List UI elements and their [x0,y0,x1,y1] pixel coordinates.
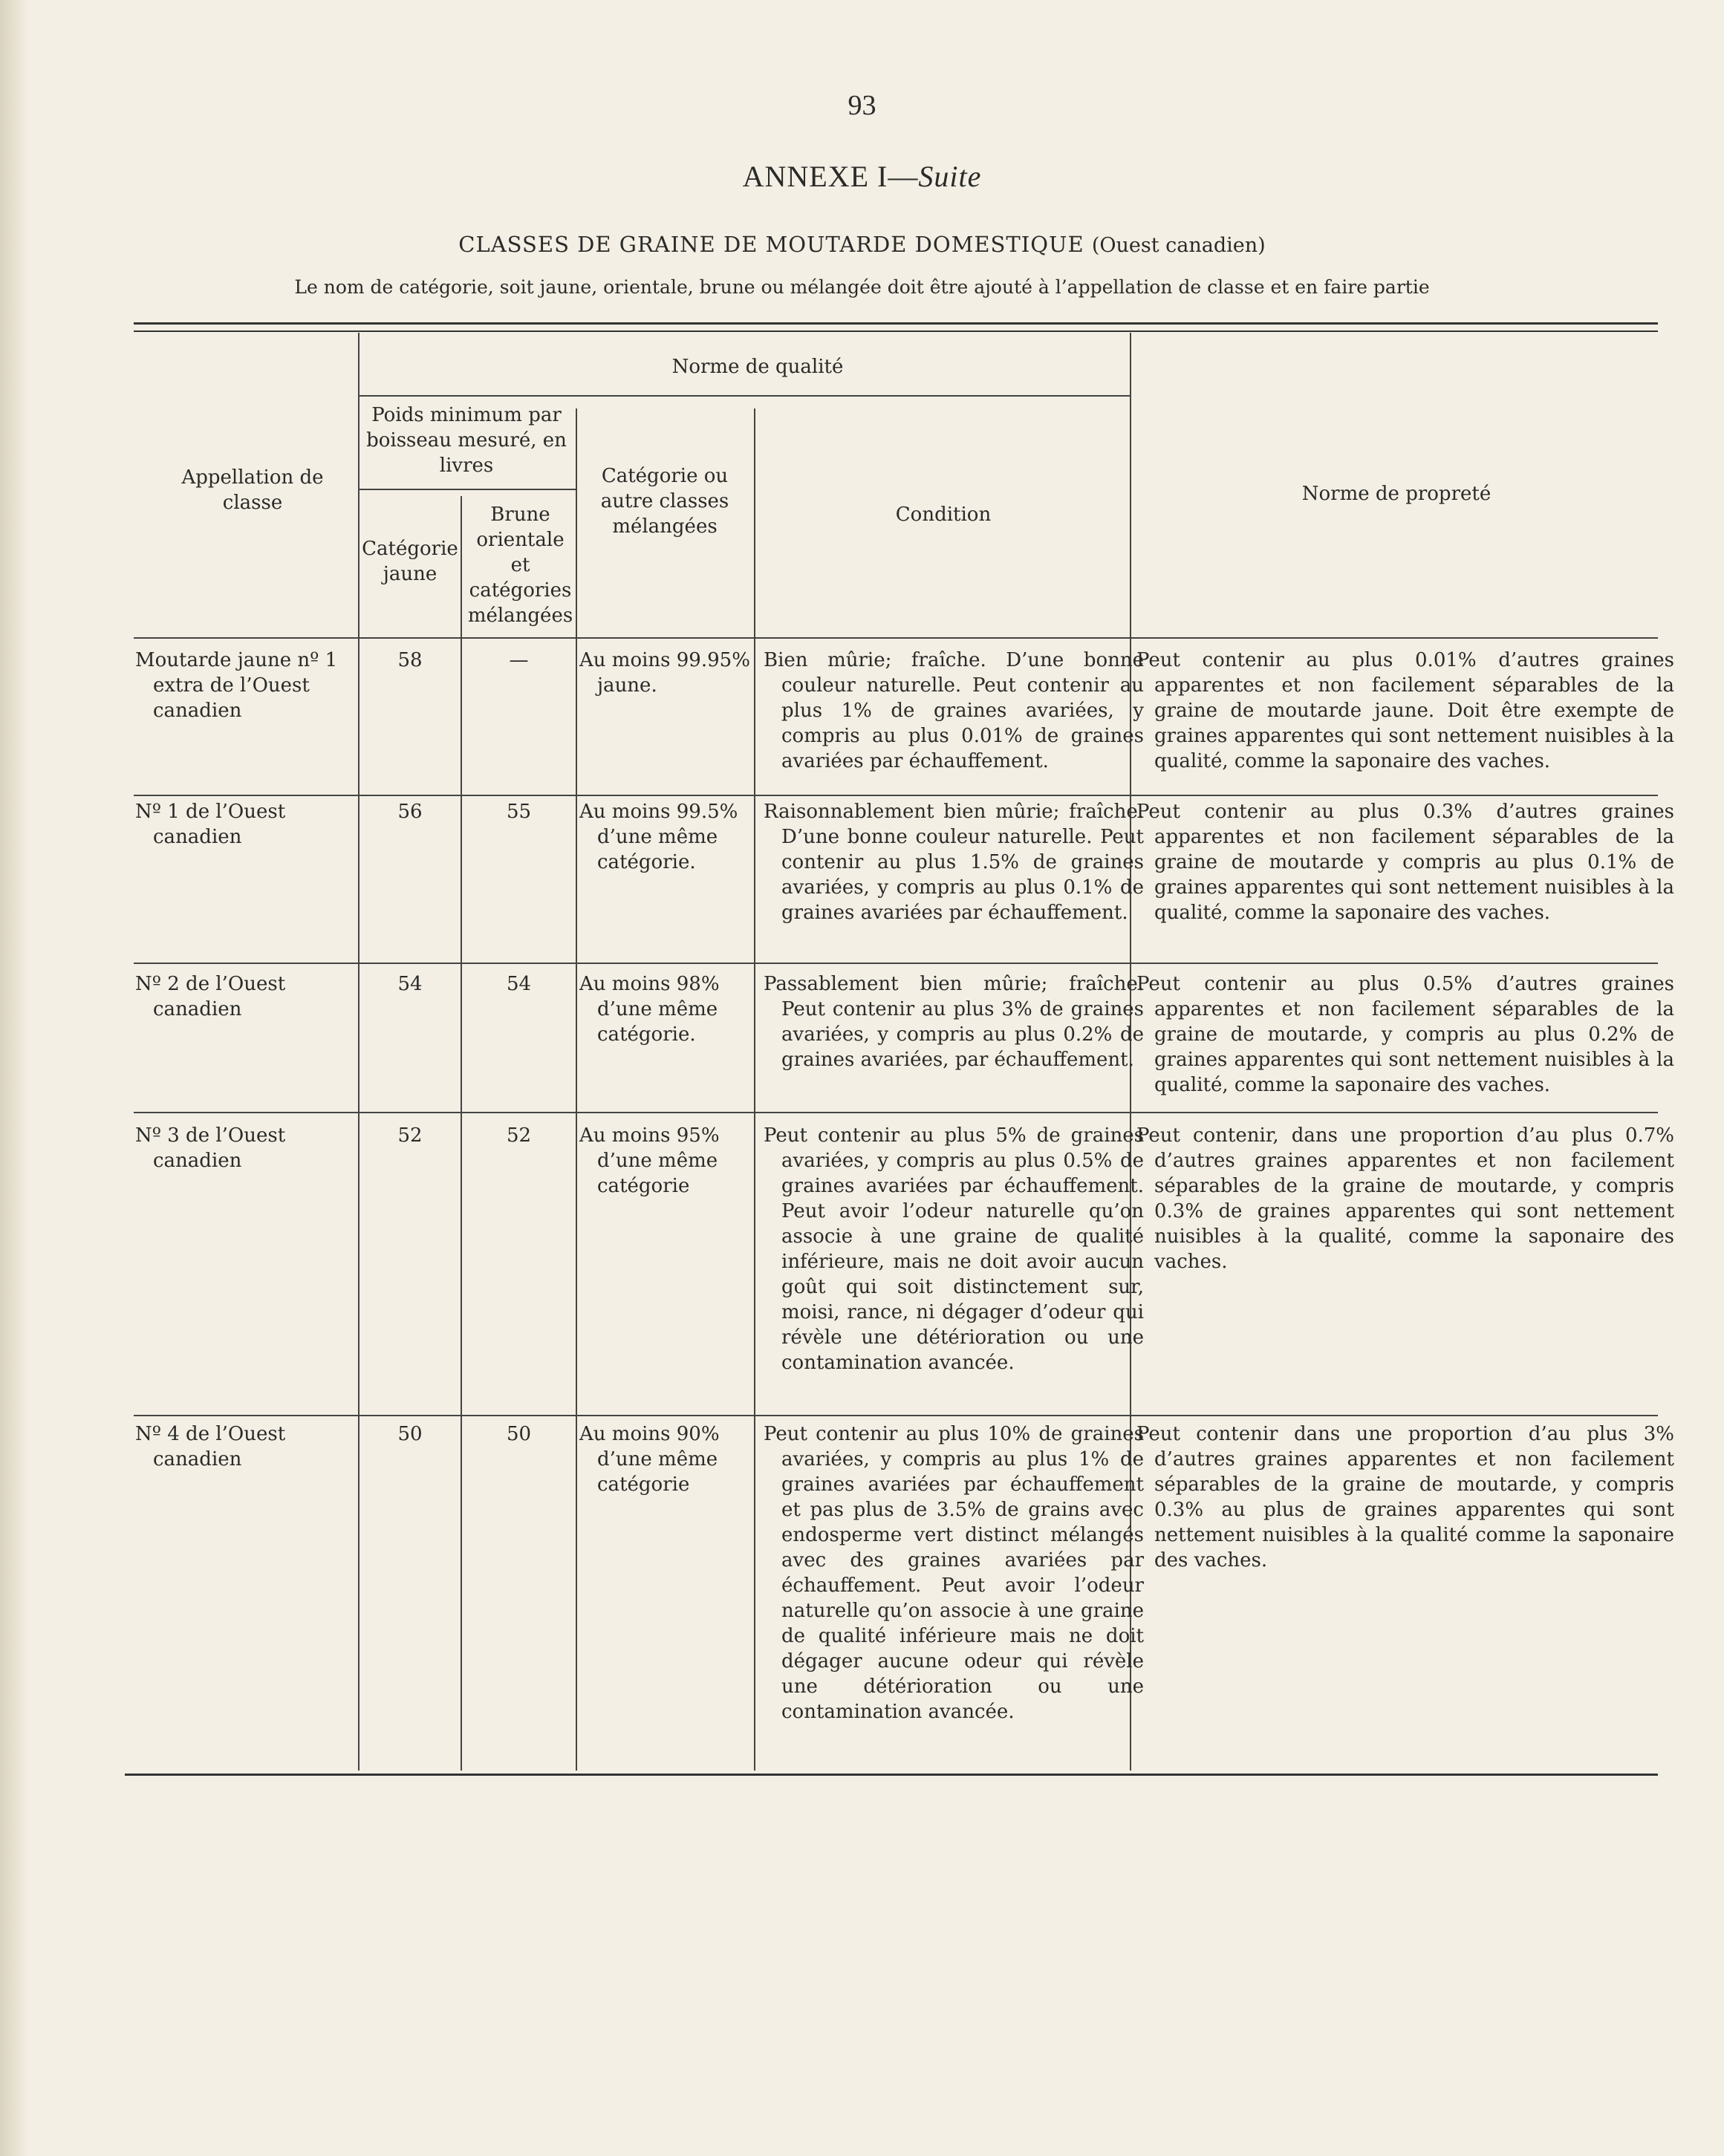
header-rule-poids [358,489,576,490]
row-4-jaune: 52 [397,1124,423,1147]
header-condition: Condition [895,504,992,526]
row-1-brune: — [509,649,529,671]
col-divider-3 [576,408,577,1771]
table-subtitle: Le nom de catégorie, soit jaune, orientale, brune ou mélangée doit être ajouté à l’appellation de classe et en faire partie [294,276,1430,298]
row-2-jaune: 56 [397,801,423,823]
row-5-categorie: Au moins 90% d’une même catégorie [579,1423,720,1496]
classes-title-main: CLASSES DE GRAINE DE MOUTARDE DOMESTIQUE [458,232,1084,257]
row-1-condition: Bien mûrie; fraîche. D’une bonne couleur naturelle. Peut contenir au plus 1% de graines avariées, y compris au plus 0.01% de graines avariées par échauffement. [764,649,1144,772]
table-bottom-rule [125,1774,1658,1776]
row-3-brune: 54 [506,973,532,995]
row-separator-4 [134,1415,1658,1416]
row-5-condition: Peut contenir au plus 10% de graines avariées, y compris au plus 1% de graines avariées par échauffement et pas plus de 3.5% de grains avec endosperme vert distinct mélangés avec des graines avariées par échauffement. Peut avoir l’odeur naturelle qu’on associe à une graine de qualité inférieure mais ne doit dégager aucune odeur qui révèle une détérioration ou une contamination avancée. [764,1423,1144,1723]
page-number: 93 [848,90,876,121]
row-separator-1 [134,795,1658,796]
row-3-condition: Passablement bien mûrie; fraîche. Peut contenir au plus 3% de graines avariées, y compris au plus 0.2% de graines avariées, par échauffement. [764,973,1144,1071]
row-1-proprete: Peut contenir au plus 0.01% d’autres graines apparentes et non facilement séparables de la graine de moutarde jaune. Doit être exempte de graines apparentes qui sont nettement nuisibles à la qualité, comme la saponaire des vaches. [1136,649,1674,772]
header-appellation: Appellation de classe [181,466,324,514]
row-1-appellation: Moutarde jaune nº 1 extra de l’Ouest canadien [135,649,338,722]
header-categorie-jaune: Catégorie jaune [362,538,458,585]
header-brune: Brune orientale et catégories mélangées [467,504,573,627]
header-bottom-rule [134,637,1658,639]
row-4-categorie: Au moins 95% d’une même catégorie [579,1124,720,1197]
row-separator-3 [134,1112,1658,1113]
row-3-appellation: Nº 2 de l’Ouest canadien [135,973,286,1020]
row-4-appellation: Nº 3 de l’Ouest canadien [135,1124,286,1172]
row-4-condition: Peut contenir au plus 5% de graines avariées, y compris au plus 0.5% de graines avariées par échauffement. Peut avoir l’odeur naturelle qu’on associe à une graine de qualité inférieure, mais ne doit avoir aucun goût qui soit distinctement sur, moisi, rance, ni dégager d’odeur qui révèle une détérioration ou une contamination avancée. [764,1124,1144,1374]
annex-title-main: ANNEXE I— [742,160,919,193]
annex-title-suite: Suite [918,160,982,193]
row-5-appellation: Nº 4 de l’Ouest canadien [135,1423,286,1471]
table-top-rule-inner [134,330,1658,332]
row-4-proprete: Peut contenir, dans une proportion d’au plus 0.7% d’autres graines apparentes et non facilement séparables de la graine de moutarde, y compris 0.3% de graines apparentes qui sont nettement nuisibles à la qualité, comme la saponaire des vaches. [1136,1124,1674,1273]
header-proprete: Norme de propreté [1301,483,1492,505]
row-3-proprete: Peut contenir au plus 0.5% d’autres graines apparentes et non facilement séparables de la graine de moutarde, y compris au plus 0.2% de graines apparentes qui sont nettement nuisibles à la qualité, comme la saponaire des vaches. [1136,973,1674,1096]
row-2-proprete: Peut contenir au plus 0.3% d’autres graines apparentes et non facilement séparables de la graine de moutarde y compris au plus 0.1% de graines apparentes qui sont nettement nuisibles à la qualité, comme la saponaire des vaches. [1136,801,1674,924]
header-poids: Poids minimum par boisseau mesuré, en livres [366,404,567,477]
row-4-brune: 52 [506,1124,532,1147]
row-1-jaune: 58 [397,649,423,671]
row-2-brune: 55 [506,801,532,823]
row-3-jaune: 54 [397,973,423,995]
table-top-rule [134,322,1658,325]
annex-title [0,159,1724,194]
classes-title [0,232,1724,257]
row-2-appellation: Nº 1 de l’Ouest canadien [135,801,286,848]
header-norme-qualite: Norme de qualité [671,356,844,378]
row-5-jaune: 50 [397,1423,423,1445]
header-categorie-classes: Catégorie ou autre classes mélangées [600,465,729,538]
row-3-categorie: Au moins 98% d’une même catégorie. [579,973,720,1046]
row-separator-2 [134,963,1658,964]
row-2-condition: Raisonnablement bien mûrie; fraîche. D’une bonne couleur naturelle. Peut contenir au plus 1.5% de graines avariées, y compris au plus 0.1% de graines avariées par échauffement. [764,801,1144,924]
row-5-brune: 50 [506,1423,532,1445]
row-1-categorie: Au moins 99.95% jaune. [579,649,750,697]
page-binding-edge [0,0,28,2156]
classes-title-region: (Ouest canadien) [1091,234,1266,257]
row-5-proprete: Peut contenir dans une proportion d’au plus 3% d’autres graines apparentes et non facilement séparables de la graine de moutarde, y compris 0.3% au plus de graines apparentes qui sont nettement nuisibles à la qualité comme la saponaire des vaches. [1136,1423,1674,1572]
row-2-categorie: Au moins 99.5% d’une même catégorie. [579,801,738,873]
col-divider-4 [754,408,755,1771]
header-rule-qualite [358,395,1130,397]
